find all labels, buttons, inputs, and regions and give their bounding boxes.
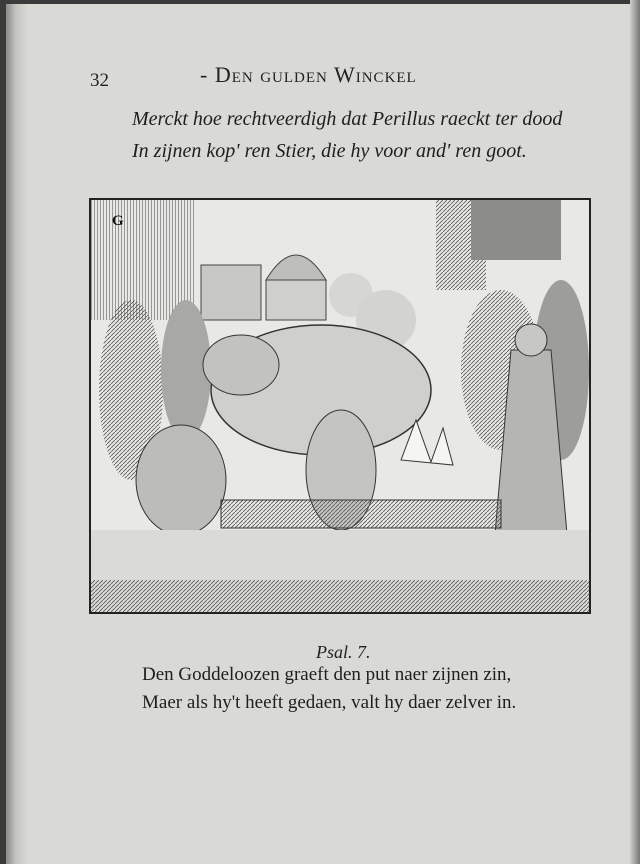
engraving-plate <box>89 198 591 614</box>
book-gutter <box>6 4 28 864</box>
verse-line-2: Maer als hy't heeft gedaen, valt hy daer zelver in. <box>142 692 517 713</box>
column <box>471 200 561 260</box>
motto-line-2: In zijnen kop' ren Stier, die hy voor and' ren goot. <box>132 140 527 162</box>
verse-line-1: Den Goddeloozen graeft den put naer zijnen zin, <box>142 664 512 685</box>
running-head: - Den gulden Winckel <box>200 62 417 87</box>
platform <box>221 500 501 528</box>
motto-line-1: Merckt hoe rechtveerdigh dat Perillus raeckt ter dood <box>132 108 563 130</box>
engraving-illustration <box>91 200 589 612</box>
page-edge <box>630 0 640 864</box>
psalm-reference: Psal. 7. <box>316 642 371 662</box>
plate-letter: G <box>112 213 124 229</box>
page-number: 32 <box>90 70 109 91</box>
figure-carrying <box>136 425 226 535</box>
